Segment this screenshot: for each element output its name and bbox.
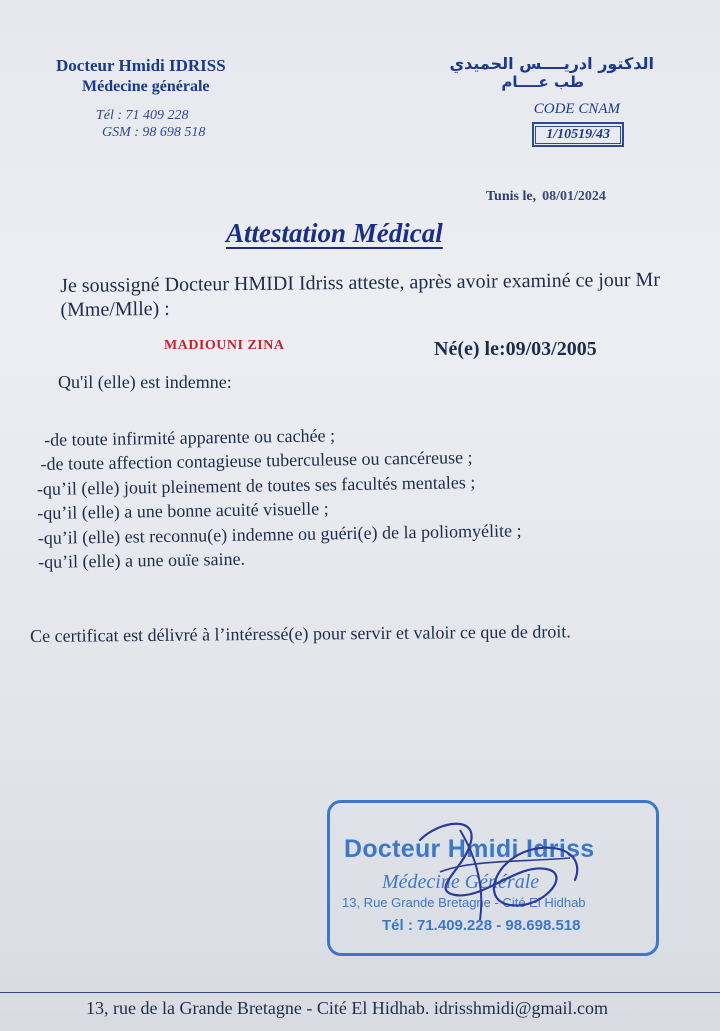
doctor-name-arabic: الدكتور ادريــــس الحميدي xyxy=(449,54,654,73)
list-item: -qu’il (elle) a une ouïe saine. xyxy=(37,548,246,573)
list-item: -de toute affection contagieuse tuberculeuse ou cancéreuse ; xyxy=(40,447,473,475)
certificate-paragraph: Ce certificat est délivré à l’intéressé(e) pour servir et valoir ce que de droit. xyxy=(30,621,571,646)
footer-address: 13, rue de la Grande Bretagne - Cité El Hidhab. idrisshmidi@gmail.com xyxy=(86,998,608,1018)
cnam-code-box xyxy=(532,122,624,147)
patient-birthdate: Né(e) le:09/03/2005 xyxy=(434,338,597,360)
stamp-specialty: Médecine Générale xyxy=(382,871,540,893)
stamp-address: 13, Rue Grande Bretagne - Cité El Hidhab xyxy=(342,895,586,910)
stamp-tel: Tél : 71.409.228 - 98.698.518 xyxy=(382,917,581,934)
signature xyxy=(400,800,600,930)
list-item: -qu’il (elle) a une bonne acuité visuelle ; xyxy=(37,498,329,524)
intro-paragraph: Je soussigné Docteur HMIDI Idriss atteste, après avoir examiné ce jour Mr (Mme/Mlle) : xyxy=(60,268,661,321)
doctor-specialty-arabic: طب عــــام xyxy=(501,73,584,91)
footer-divider xyxy=(0,992,720,993)
letterhead-left xyxy=(56,56,276,141)
list-item: -qu’il (elle) est reconnu(e) indemne ou guéri(e) de la poliomyélite ; xyxy=(37,520,522,548)
doctor-gsm: GSM : 98 698 518 xyxy=(102,125,206,140)
cnam-label: CODE CNAM xyxy=(533,101,620,117)
document-date xyxy=(486,189,606,205)
patient-name: MADIOUNI ZINA xyxy=(164,338,285,353)
date-value: 08/01/2024 xyxy=(542,189,606,204)
doctor-specialty: Médecine générale xyxy=(82,78,210,95)
date-prefix: Tunis le, xyxy=(486,189,537,204)
doctor-tel: Tél : 71 409 228 xyxy=(96,108,189,123)
list-item: -de toute infirmité apparente ou cachée ; xyxy=(44,425,336,450)
attestation-list xyxy=(36,418,678,574)
document-title: Attestation Médical xyxy=(226,218,443,248)
list-item: -qu’il (elle) jouit pleinement de toutes ses facultés mentales ; xyxy=(36,471,476,499)
stamp-name: Docteur Hmidi Idriss xyxy=(344,835,595,863)
letterhead-right xyxy=(434,54,654,147)
doctor-name: Docteur Hmidi IDRISS xyxy=(56,56,226,75)
cnam-code: 1/10519/43 xyxy=(535,126,621,144)
indemne-heading: Qu'il (elle) est indemne: xyxy=(58,372,232,392)
